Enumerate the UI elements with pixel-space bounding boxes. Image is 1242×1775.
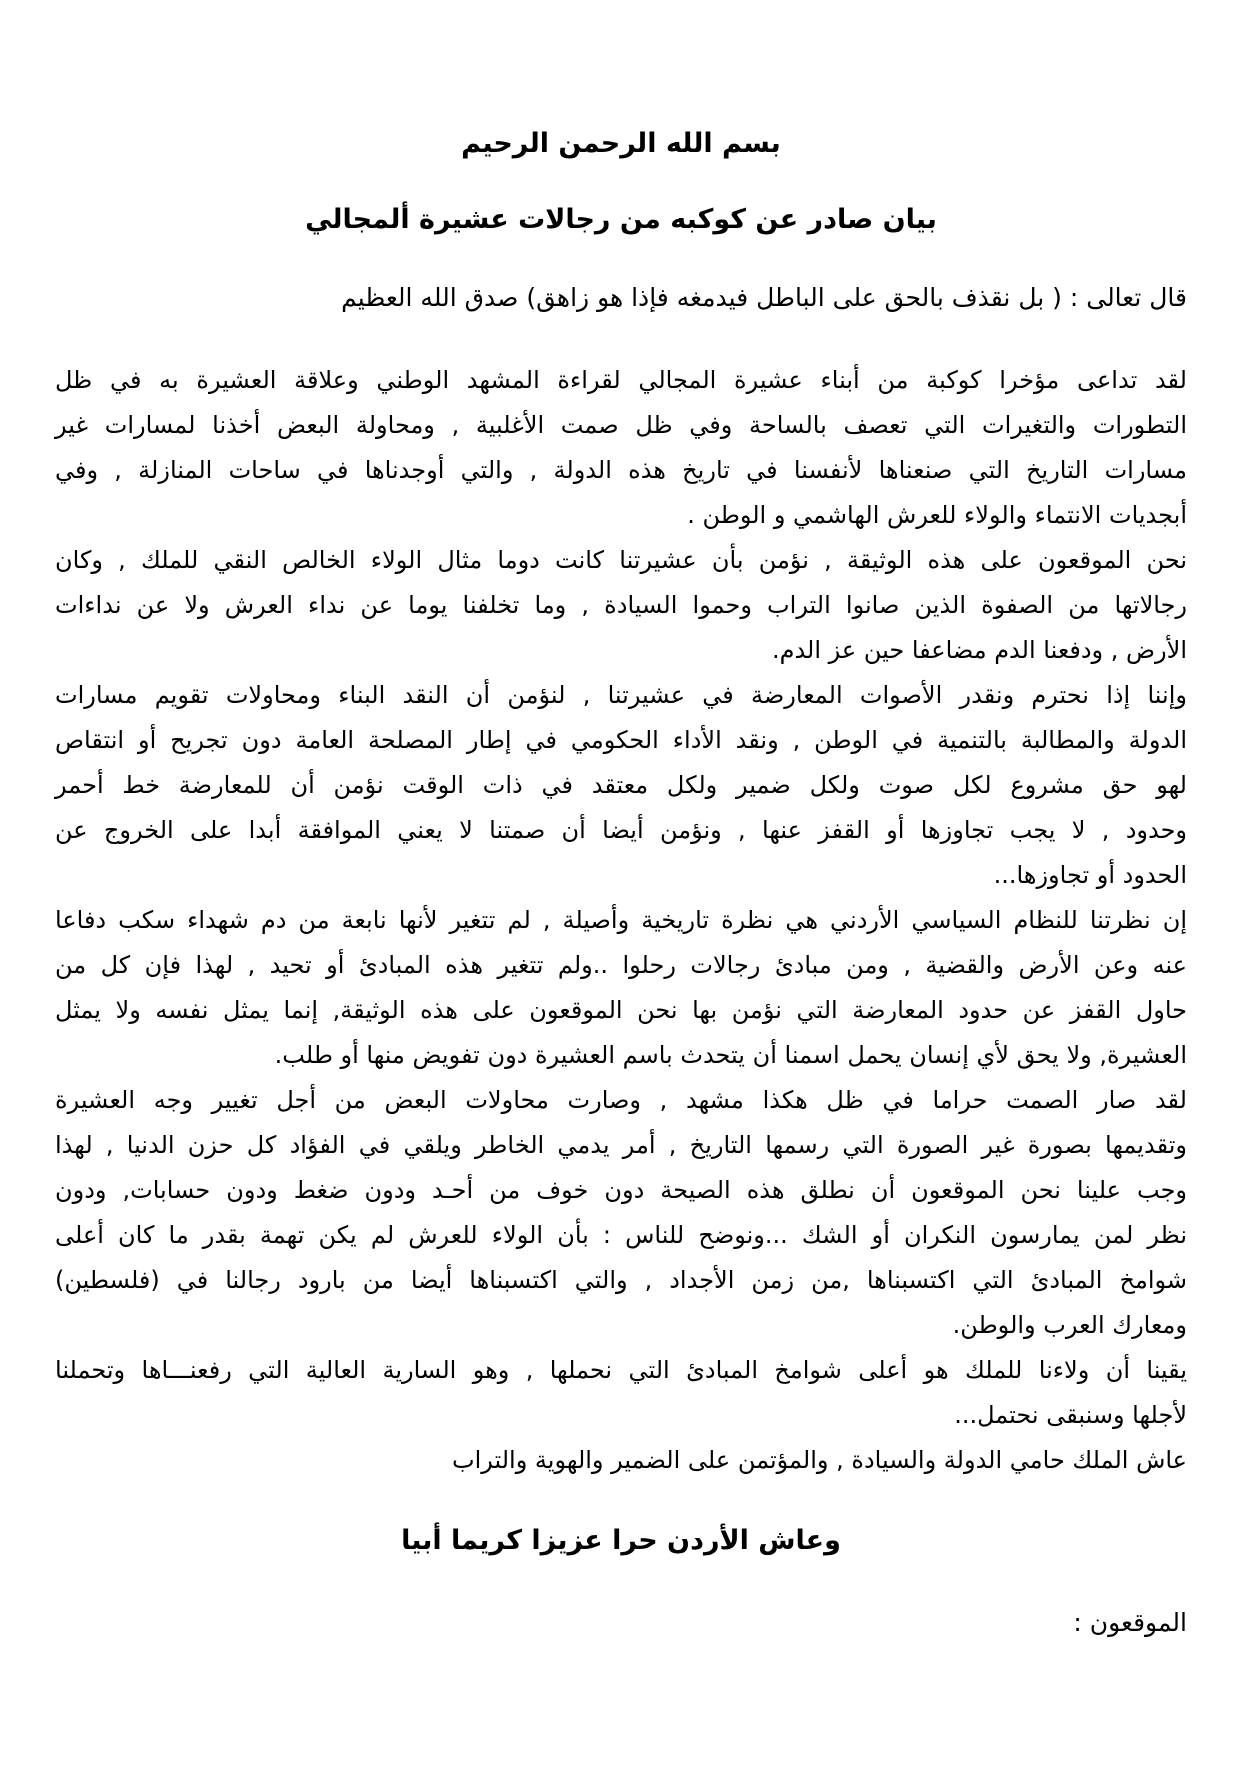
text-line: أبجديات الانتماء والولاء للعرش الهاشمي و الوطن . [687, 501, 1187, 529]
text-line: عاش الملك حامي الدولة والسيادة , والمؤتمن على الضمير والهوية والتراب [451, 1446, 1187, 1474]
text-line: لقد تداعى مؤخرا كوكبة من أبناء عشيرة المجالي لقراءة المشهد الوطني وعلاقة العشيرة به في ظل [55, 366, 1187, 394]
text-line: وجب علينا نحن الموقعون أن نطلق هذه الصيحة دون خوف من أحـد ودون ضغط ودون حسابات, ودون [55, 1176, 1187, 1204]
text-line: العشيرة, ولا يحق لأي إنسان يحمل اسمنا أن يتحدث باسم العشيرة دون تفويض منها أو طلب. [274, 1041, 1187, 1069]
text-line: عنه وعن الأرض والقضية , ومن مبادئ رجالات رحلوا ..ولم تتغير هذه المبادئ أو تحيد , لهذا فإن كل من [55, 951, 1187, 979]
text-line: الدولة والمطالبة بالتنمية في الوطن , ونقد الأداء الحكومي في إطار المصلحة العامة دون تجريح أو انتقاص [55, 726, 1187, 754]
basmala-heading: بسم الله الرحمن الرحيم [461, 128, 781, 159]
text-line: وحدود , لا يجب تجاوزها أو القفز عنها , ونؤمن أيضا أن صمتنا لا يعني الموافقة أبدا على الخروج عن [55, 816, 1187, 844]
text-line: رجالاتها من الصفوة الذين صانوا التراب وحموا السيادة , وما تخلفنا يوما عن نداء العرش ولا عن نداءات [55, 591, 1187, 619]
text-line: لأجلها وسنبقى نحتمل... [954, 1401, 1187, 1429]
text-line: نحن الموقعون على هذه الوثيقة , نؤمن بأن عشيرتنا كانت دوما مثال الولاء الخالص النقي للملك , وكان [55, 546, 1187, 574]
text-line: نظر لمن يمارسون النكران أو الشك ...ونوضح للناس : بأن الولاء للعرش لم يكن تهمة بقدر ما كان أعلى [55, 1221, 1187, 1249]
jordan-salute: وعاش الأردن حرا عزيزا كريما أبيا [401, 1525, 841, 1556]
signatories-label: الموقعون : [1073, 1608, 1187, 1637]
text-line: مسارات التاريخ التي صنعناها لأنفسنا في تاريخ هذه الدولة , والتي أوجدناها في ساحات المنازلة , وفي [55, 456, 1187, 484]
text-line: ومعارك العرب والوطن. [952, 1311, 1187, 1339]
statement-title: بيان صادر عن كوكبه من رجالات عشيرة ألمجالي [305, 204, 937, 235]
text-line: لقد صار الصمت حراما في ظل هكذا مشهد , وصارت محاولات البعض من أجل تغيير وجه العشيرة [55, 1086, 1187, 1114]
text-line: لهو حق مشروع لكل صوت ولكل ضمير ولكل معتقد في ذات الوقت نؤمن أن للمعارضة خط أحمر [55, 771, 1187, 799]
text-line: الأرض , ودفعنا الدم مضاعفا حين عز الدم. [771, 636, 1187, 664]
text-line: الحدود أو تجاوزها... [993, 861, 1187, 889]
text-line: إن نظرتنا للنظام السياسي الأردني هي نظرة تاريخية وأصيلة , لم تتغير لأنها نابعة من دم شهداء سكب دفاعا [55, 906, 1187, 934]
text-line: حاول القفز عن حدود المعارضة التي نؤمن بها نحن الموقعون على هذه الوثيقة, إنما يمثل نفسه ولا يمثل [55, 996, 1187, 1024]
quran-quote: قال تعالى : ( بل نقذف بالحق على الباطل فيدمغه فإذا هو زاهق) صدق الله العظيم [341, 283, 1187, 312]
document-body [55, 358, 1187, 1483]
text-line: شوامخ المبادئ التي اكتسبناها ,من زمن الأجداد , والتي اكتسبناها أيضا من بارود رجالنا في (فلسطين) [55, 1266, 1187, 1294]
text-line: التطورات والتغيرات التي تعصف بالساحة وفي ظل صمت الأغلبية , ومحاولة البعض أخذنا لمسارات غير [55, 411, 1187, 439]
text-line: وتقديمها بصورة غير الصورة التي رسمها التاريخ , أمر يدمي الخاطر ويلقي في الفؤاد كل حزن الدنيا , لهذا [55, 1131, 1187, 1159]
text-line: يقينا أن ولاءنا للملك هو أعلى شوامخ المبادئ التي نحملها , وهو السارية العالية التي رفعنـــاها وتحملنا [55, 1356, 1187, 1384]
text-line: وإننا إذا نحترم ونقدر الأصوات المعارضة في عشيرتنا , لنؤمن أن النقد البناء ومحاولات تقويم مسارات [55, 681, 1187, 709]
